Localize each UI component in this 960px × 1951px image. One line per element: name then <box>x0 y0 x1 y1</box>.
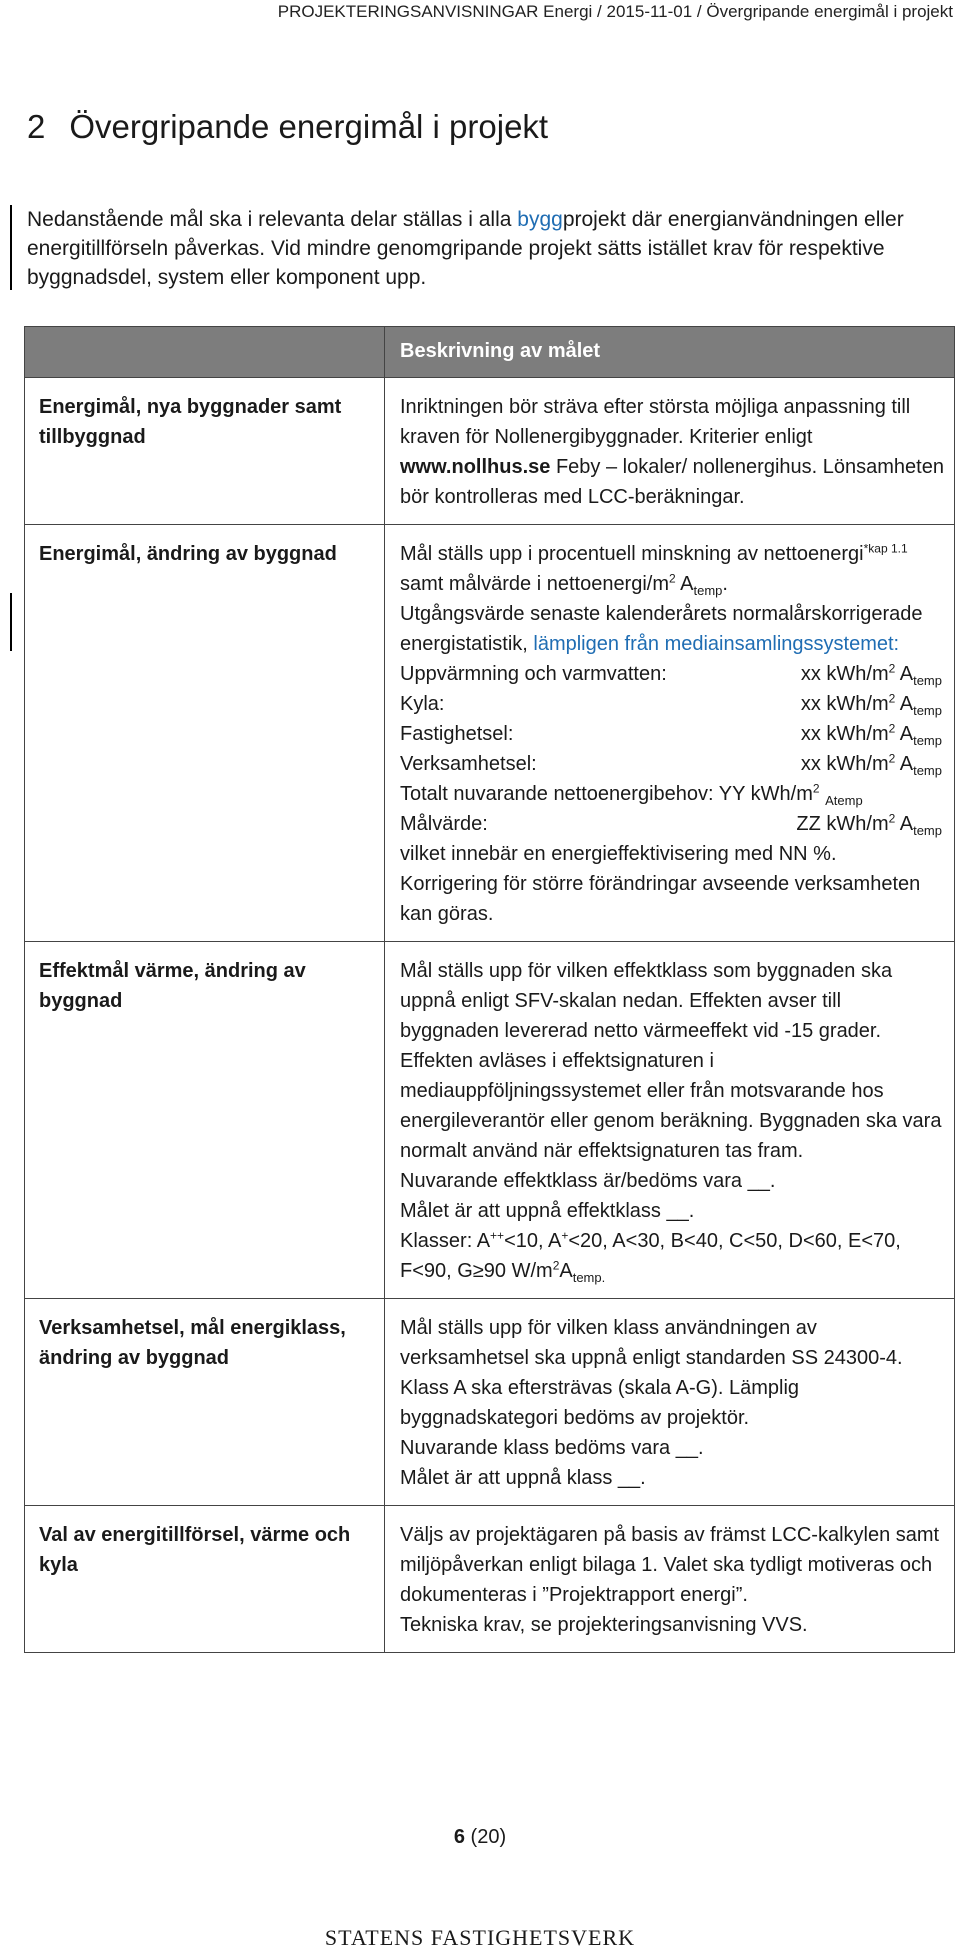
desc-text: A <box>675 573 694 595</box>
subscript: temp <box>693 583 723 598</box>
value-amount: xx kWh/$m^2$ $A_{temp}$ <box>800 691 942 718</box>
table-row <box>25 1506 955 1653</box>
value-line <box>400 659 944 689</box>
section-title: Övergripande energimål i projekt <box>69 108 549 145</box>
desc-text: Mål ställs upp för vilken klass användningen av verksamhetsel ska uppnå enligt standarden SS 24300-4. Klass A ska eftersträvas (skala A-G). Lämplig byggnadskategori bedöms av projektör. <box>400 1317 903 1429</box>
value-name: Uppvärmning och varmvatten: <box>400 663 667 685</box>
value-name: Fastighetsel: <box>400 723 514 745</box>
desc-text: Feby – lokaler/ nollenergihus. Lönsamheten bör kontrolleras med LCC-beräkningar. <box>400 456 944 508</box>
value-line <box>400 749 944 779</box>
intro-paragraph <box>27 205 942 292</box>
desc-text: Mål ställs upp för vilken effektklass som byggnaden ska uppnå enligt SFV-skalan nedan. Effekten avser till byggnaden levererad netto värmeeffekt vid -15 grader. Effekten avläses i effektsignaturen i mediauppföljningssystemet eller från motsvarande hos energileverantör eller genom beräkning. Byggnaden ska vara normalt använd när effektsignaturen tas fram. <box>400 960 942 1162</box>
value-line <box>400 809 944 839</box>
footnote-ref: *kap 1.1 <box>863 541 908 556</box>
page-current: 6 <box>453 1826 465 1848</box>
goal-label: Energimål, nya byggnader samt tillbyggnad <box>25 378 385 525</box>
desc-text: Inriktningen bör sträva efter största möjliga anpassning till kraven för Nollenergibyggnader. Kriterier enligt <box>400 396 911 448</box>
goal-label: Verksamhetsel, mål energiklass, ändring av byggnad <box>25 1299 385 1506</box>
page-number <box>0 1826 960 1849</box>
change-bar <box>10 593 12 651</box>
value-name: Kyla: <box>400 693 445 715</box>
page-total: (20) <box>470 1826 507 1848</box>
intro-link[interactable]: bygg <box>517 208 563 231</box>
desc-text: Nuvarande klass bedöms vara __. <box>400 1437 704 1459</box>
value-line <box>400 719 944 749</box>
goal-description <box>385 525 955 942</box>
change-bar <box>10 205 12 290</box>
table-row <box>25 1299 955 1506</box>
desc-text: Nuvarande effektklass är/bedöms vara __. <box>400 1170 776 1192</box>
desc-text: . <box>722 573 728 595</box>
desc-text: Målet är att uppnå effektklass __. <box>400 1200 695 1222</box>
classes-line: Klasser: A++<10, A+<20, A<30, B<40, C<50, D<60, E<70, F<90, G≥90 $W/m^2A_{temp.}$ <box>400 1228 901 1285</box>
superscript: 2 <box>669 571 676 586</box>
header-cell-empty <box>25 327 385 378</box>
intro-text: Nedanstående mål ska i relevanta delar ställas i alla <box>27 208 518 231</box>
header-cell-description: Beskrivning av målet <box>385 327 955 378</box>
organization-logo: STATENS FASTIGHETSVERK <box>324 1925 636 1950</box>
desc-text: samt målvärde i nettoenergi/m <box>400 573 670 595</box>
table-header-row <box>25 327 955 378</box>
value-name: Verksamhetsel: <box>400 753 537 775</box>
desc-text: Korrigering för större förändringar avseende verksamheten kan göras. <box>400 873 921 925</box>
goal-description <box>385 378 955 525</box>
section-number: 2 <box>27 108 46 145</box>
intro-text: projekt där energianvändningen eller energitillförseln påverkas. Vid mindre genomgripande projekt sätts istället krav för respektive byggnadsdel, system eller komponent upp. <box>27 208 904 289</box>
value-line-total <box>400 779 944 809</box>
goal-description <box>385 1506 955 1653</box>
table-row <box>25 525 955 942</box>
desc-text: Utgångsvärde senaste kalenderårets normalårskorrigerade energistatistik, <box>400 603 923 655</box>
desc-text: Mål ställs upp i procentuell minskning av nettoenergi <box>400 543 864 565</box>
desc-text: Målet är att uppnå klass __. <box>400 1467 646 1489</box>
goal-label: Energimål, ändring av byggnad <box>25 525 385 942</box>
value-name: Totalt nuvarande nettoenergibehov: YY kWh/$m^2$ $_{Atemp}$ <box>400 781 863 808</box>
energy-goals-table <box>24 326 955 1653</box>
desc-text: vilket innebär en energieffektivisering med NN %. <box>400 843 837 865</box>
running-header: PROJEKTERINGSANVISNINGAR Energi / 2015-11-01 / Övergripande energimål i projekt <box>277 2 953 21</box>
goal-description <box>385 942 955 1299</box>
page-title <box>27 108 548 146</box>
value-amount: xx kWh/$m^2$ $A_{temp}$ <box>800 661 942 688</box>
goal-description <box>385 1299 955 1506</box>
value-amount: xx kWh/$m^2$ $A_{temp}$ <box>800 751 942 778</box>
desc-text: Väljs av projektägaren på basis av främst LCC-kalkylen samt miljöpåverkan enligt bilaga 1. Valet ska tydligt motiveras och dokumenteras i ”Projektrapport energi”. <box>400 1524 940 1606</box>
nollhus-link[interactable]: www.nollhus.se <box>400 456 551 478</box>
value-amount: xx kWh/$m^2$ $A_{temp}$ <box>800 721 942 748</box>
desc-text-highlight: lämpligen från mediainsamlingssystemet: <box>533 633 900 655</box>
value-line <box>400 689 944 719</box>
desc-text: Tekniska krav, se projekteringsanvisning VVS. <box>400 1614 808 1636</box>
table-row <box>25 378 955 525</box>
goal-label: Effektmål värme, ändring av byggnad <box>25 942 385 1299</box>
goal-label: Val av energitillförsel, värme och kyla <box>25 1506 385 1653</box>
value-amount: ZZ kWh/$m^2$ $A_{temp}$ <box>796 811 942 838</box>
table-row <box>25 942 955 1299</box>
value-name: Målvärde: <box>400 813 488 835</box>
